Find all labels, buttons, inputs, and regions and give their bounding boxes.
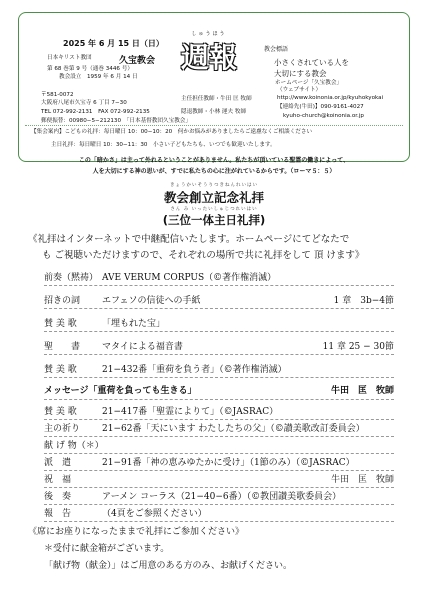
gathering-info: 【集会案内】こどもの礼拝：毎日曜日 10：00−10：20 何かお悩みがありましたらご遠慮なくご相談ください bbox=[31, 129, 313, 135]
row-rule bbox=[44, 419, 394, 420]
order-item-content: マタイによる福音書 bbox=[102, 342, 183, 352]
row-rule bbox=[44, 308, 394, 309]
phone-fax: TEL 072-992-2131 FAX 072-992-2135 bbox=[41, 109, 150, 115]
church-motto bbox=[274, 57, 349, 79]
motto-title: 教会標語 bbox=[264, 46, 289, 53]
postal-transfer: 郵便振替：00980−5−212130 「日本基督教団久宝教会」 bbox=[41, 118, 191, 124]
row-rule bbox=[44, 521, 394, 522]
row-rule bbox=[44, 377, 394, 378]
closing-note: 「献げ物（献金）」はご用意のある方のみ、お献げください。 bbox=[44, 561, 293, 571]
order-item-content: アーメン コーラス（21−40−6番）（©教団讃美歌委員会） bbox=[102, 492, 342, 502]
order-item-content: 21−91番「神の恵みゆたかに受け」（1節のみ）（©JASRAC） bbox=[102, 458, 355, 468]
order-item-label: 後 奏 bbox=[44, 492, 72, 502]
row-rule bbox=[44, 331, 394, 332]
order-item-label: 派 遣 bbox=[44, 458, 72, 468]
order-item-label: 主の祈り bbox=[44, 424, 81, 434]
homepage-label: ホームページ「久宝教会」 bbox=[275, 80, 343, 86]
founded-date: 教会設立 1959 年 6 月 14 日 bbox=[59, 74, 138, 80]
order-item-content: 21−417番「聖霊によりて」（©JASRAC） bbox=[102, 407, 279, 417]
order-item-content: 21−62番「天にいます わたしたちの父」（©讃美歌改訂委員会） bbox=[102, 424, 365, 434]
header-divider bbox=[25, 125, 403, 126]
homepage-url[interactable]: http://www.koinonia.or.jp/kyuhokyokai bbox=[277, 95, 384, 101]
order-item-label: 祝 福 bbox=[44, 475, 72, 485]
scripture-banner-line: 人を大切にする神の思いが、すでに私たちの心に注がれているからです。（ローマ５：５） bbox=[92, 168, 336, 175]
order-item-label: 献 げ 物（＊） bbox=[44, 441, 104, 451]
service-title: 教会創立記念礼拝 bbox=[163, 190, 264, 205]
scripture-banner-line: この「暗かさ」は主って外れるということがありません。私たちが頂いている聖霊の働きによって、 bbox=[78, 157, 350, 164]
logo-text: 週報 bbox=[180, 41, 237, 74]
issue-number: 第 68 巻第 9 号（通巻 3446 号） bbox=[47, 66, 133, 72]
order-item-label: 招きの詞 bbox=[44, 296, 81, 306]
retired-pastor: 隠退教師・小林 運夫 牧師 bbox=[181, 109, 247, 115]
title-ruby: きょうかいそうりつきねんれいはい bbox=[170, 183, 258, 188]
row-rule bbox=[44, 354, 394, 355]
contact-email[interactable]: kyuho-church@koinonia.or.jp bbox=[283, 113, 364, 119]
motto-line: 大切にする教会 bbox=[274, 69, 327, 78]
order-item-content: 「埋もれた宝」 bbox=[102, 319, 166, 329]
order-item-reference: 牛田 匡 牧師 bbox=[330, 475, 394, 485]
worship-info: 主日礼拝：毎日曜日 10：30−11：30 小さい子どもたちも、いつでも歓迎いたします。 bbox=[51, 142, 276, 148]
bulletin-header bbox=[18, 12, 410, 162]
order-item-label: 賛 美 歌 bbox=[44, 365, 77, 375]
order-item-content: 21−432番「重荷を負う者」（©著作権消滅） bbox=[102, 365, 287, 375]
message-row bbox=[44, 383, 394, 396]
church-prefix: 日本キリスト教団 bbox=[47, 55, 92, 61]
bulletin-page bbox=[18, 12, 410, 570]
church-name: 久宝教会 bbox=[119, 56, 156, 66]
row-rule bbox=[44, 504, 394, 505]
order-item-label: 聖 書 bbox=[44, 342, 81, 352]
order-item-content: AVE VERUM CORPUS（©著作権消滅） bbox=[102, 273, 277, 283]
order-item-label: 報 告 bbox=[44, 509, 72, 519]
intro-line: も ご視聴いただけますので、それぞれの場所で共に礼拝をして 頂 けます》 bbox=[42, 250, 365, 261]
service-subtitle: (三位一体主日礼拝) bbox=[162, 213, 266, 227]
closing-note: 《席にお座りになったままで礼拝にご参加ください》 bbox=[28, 527, 245, 537]
postal-code: 〒581-0072 bbox=[41, 92, 74, 98]
logo-ruby: しゅうほう bbox=[191, 31, 227, 37]
closing-note: ＊受付に献金箱がございます。 bbox=[44, 544, 170, 554]
row-rule bbox=[44, 470, 394, 471]
bulletin-logo bbox=[170, 30, 248, 74]
order-item-reference: 11 章 25 − 30節 bbox=[322, 342, 394, 352]
message-title: メッセージ「重荷を負っても生きる」 bbox=[44, 386, 197, 396]
order-item-label: 前奏（黙祷） bbox=[44, 273, 99, 283]
row-rule bbox=[44, 399, 394, 400]
order-item-content: エフェソの信徒への手紙 bbox=[102, 296, 201, 306]
motto-line: 小さくされている人を bbox=[274, 58, 349, 67]
order-item-label: 賛 美 歌 bbox=[44, 319, 77, 329]
bulletin-date: 2025 年 6 月 15 日（日） bbox=[63, 39, 164, 48]
row-rule bbox=[44, 453, 394, 454]
order-item-label: 賛 美 歌 bbox=[44, 407, 77, 417]
order-item-content: （4頁をご参照ください） bbox=[102, 509, 207, 519]
row-rule bbox=[44, 285, 394, 286]
intro-line: 《礼拝はインターネットで中継配信いたします。ホームページにてどなたで bbox=[28, 234, 350, 245]
address: 大阪府八尾市久宝寺 6 丁目 7−30 bbox=[41, 100, 127, 106]
row-rule bbox=[44, 487, 394, 488]
pastor-name: 主任担任教師・牛田 匡 牧師 bbox=[181, 96, 252, 102]
message-pastor: 牛田 匡 牧師 bbox=[330, 386, 394, 396]
contact-phone: 【連絡先(牛田)】090-9161-4027 bbox=[277, 104, 364, 110]
subtitle-ruby: さん み いったいしゅじつれいはい bbox=[170, 207, 258, 212]
order-item-reference: 1 章 3b−4節 bbox=[333, 296, 394, 306]
row-rule bbox=[44, 436, 394, 437]
homepage-sub: （ウェブサイト） bbox=[277, 87, 322, 93]
